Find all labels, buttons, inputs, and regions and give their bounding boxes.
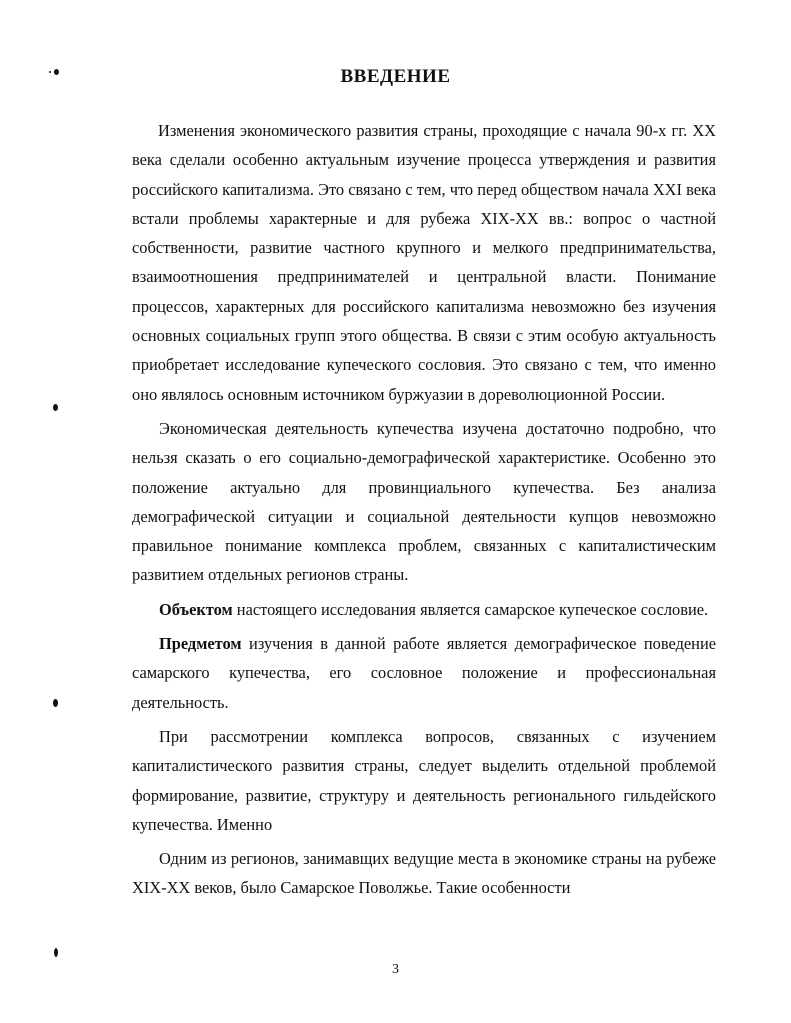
scan-mark xyxy=(54,948,58,957)
paragraph xyxy=(132,629,716,717)
scan-mark xyxy=(53,699,58,707)
paragraph-text: При рассмотрении комплекса вопросов, связанных с изучением капиталистического развития страны, следует выделить отдельной проблемой формирование, развитие, структуру и деятельность регионального гильдейского купечества. Именно xyxy=(132,726,716,834)
paragraph-text: Одним из регионов, занимавщих ведущие места в экономике страны на рубеже XIX-XX веков, было Самарское Поволжье. Такие особенности xyxy=(132,849,716,898)
paragraph xyxy=(132,722,716,839)
paragraph-lead: Предметом xyxy=(159,634,242,654)
paragraph xyxy=(132,844,716,903)
scan-mark xyxy=(53,404,58,411)
paragraph-text: настоящего исследования является самарское купеческое сословие. xyxy=(232,599,709,619)
paragraph-text: Изменения экономического развития страны, проходящие с начала 90-х гг. XX века сделали особенно актуальным изучение процесса утверждения и развития российского капитализма. Это связано с тем, что перед обществом начала XXI века встали проблемы характерные и для рубежа XIX-XX вв.: вопрос о частной собственности, развитие частного крупного и мелкого предпринимательства, взаимоотношения предпринимателей и центральной власти. Понимание процессов, характерных для российского капитализма невозможно без изучения основных социальных групп этого общества. В связи с этим особую актуальность приобретает исследование купеческого сословия. Это связано с тем, что именно оно являлось основным источником буржуазии в дореволюционной России. xyxy=(132,121,716,404)
paragraph-lead: Объектом xyxy=(159,599,233,619)
paragraph xyxy=(132,414,716,590)
body-text xyxy=(132,116,716,903)
page-title: ВВЕДЕНИЕ xyxy=(340,66,451,87)
paragraph xyxy=(132,595,716,624)
paragraph-text: Экономическая деятельность купечества изучена достаточно подробно, что нельзя сказать о его социально-демографической характеристике. Особенно это положение актуально для провинциального купечества. Без анализа демографической ситуации и социальной деятельности купцов невозможно правильное понимание комплекса проблем, связанных с капиталистическим развитием отдельных регионов страны. xyxy=(132,418,716,585)
page-number: 3 xyxy=(392,962,399,977)
paragraph-text: изучения в данной работе является демографическое поведение самарского купечества, его сословное положение и профессиональная деятельность. xyxy=(132,634,716,712)
paragraph xyxy=(132,116,716,409)
